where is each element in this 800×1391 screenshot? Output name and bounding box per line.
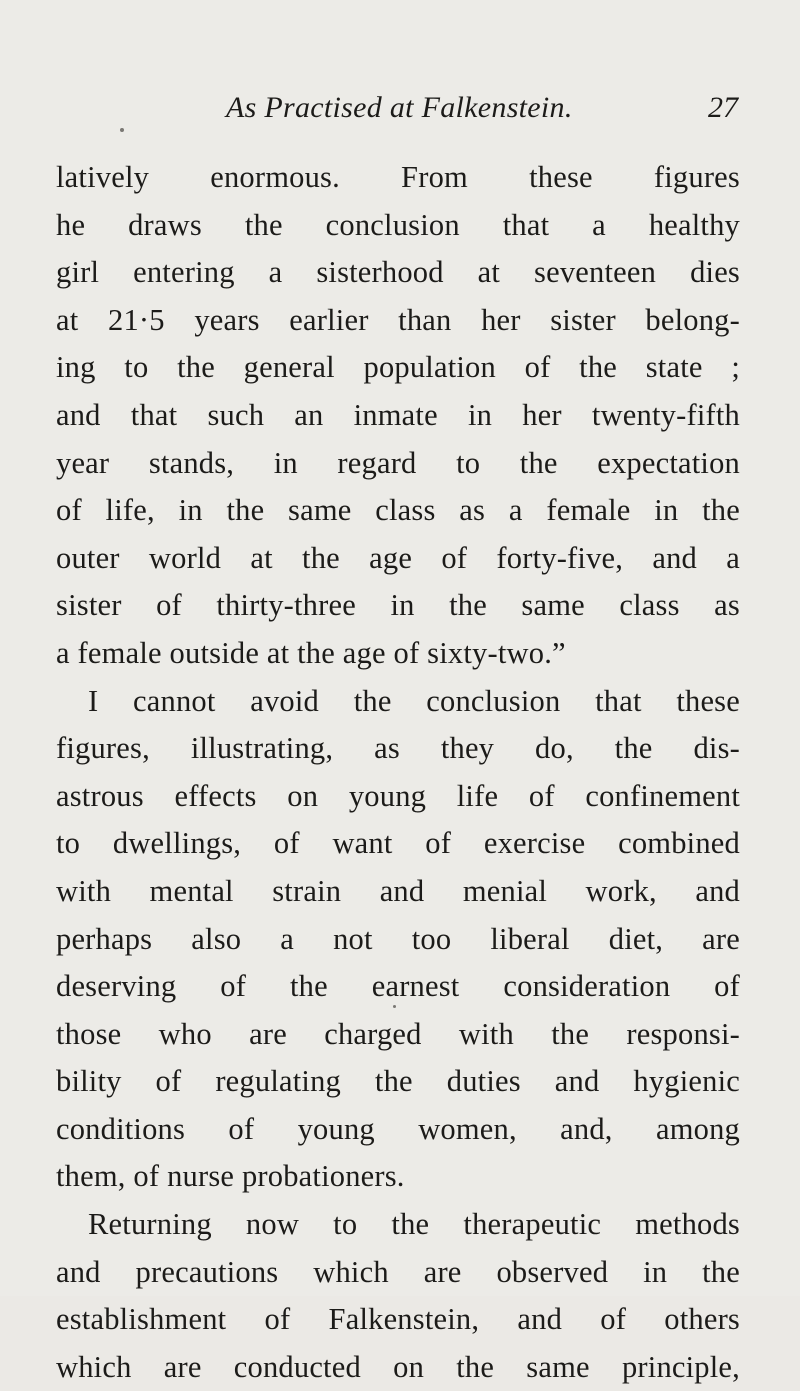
text-line: outer world at the age of forty-five, and a — [56, 540, 740, 575]
body-text — [56, 154, 740, 1391]
text-line: astrous effects on young life of confinement — [56, 778, 740, 813]
page-number: 27 — [708, 91, 738, 124]
text-line: and precautions which are observed in the — [56, 1254, 740, 1289]
running-title: As Practised at Falkenstein. — [226, 91, 573, 124]
text-line: of life, in the same class as a female in the — [56, 493, 740, 528]
print-speck — [120, 128, 124, 132]
text-line: them, of nurse probationers. — [56, 1159, 405, 1194]
text-line: at 21·5 years earlier than her sister belong- — [56, 302, 740, 337]
text-line: he draws the conclusion that a healthy — [56, 207, 740, 242]
text-line: figures, illustrating, as they do, the dis- — [56, 731, 740, 766]
running-head — [180, 88, 740, 128]
text-line: perhaps also a not too liberal diet, are — [56, 921, 740, 956]
text-line: and that such an inmate in her twenty-fifth — [56, 397, 740, 432]
text-line: girl entering a sisterhood at seventeen dies — [56, 255, 740, 290]
text-line: with mental strain and menial work, and — [56, 873, 740, 908]
text-line: a female outside at the age of sixty-two.” — [56, 635, 566, 670]
text-line: bility of regulating the duties and hygienic — [56, 1064, 740, 1099]
text-line: year stands, in regard to the expectation — [56, 445, 740, 480]
text-line: those who are charged with the responsi- — [56, 1016, 740, 1051]
text-line: which are conducted on the same principle, — [56, 1349, 740, 1384]
text-line: Returning now to the therapeutic methods — [88, 1207, 740, 1242]
text-line: establishment of Falkenstein, and of others — [56, 1302, 740, 1337]
text-line: deserving of the earnest consideration of — [56, 969, 740, 1004]
text-line: to dwellings, of want of exercise combined — [56, 826, 740, 861]
text-line: ing to the general population of the state ; — [56, 350, 740, 385]
text-line: sister of thirty-three in the same class as — [56, 588, 740, 623]
text-line: I cannot avoid the conclusion that these — [88, 683, 740, 718]
text-line: latively enormous. From these figures — [56, 160, 740, 194]
text-line: conditions of young women, and, among — [56, 1111, 740, 1146]
